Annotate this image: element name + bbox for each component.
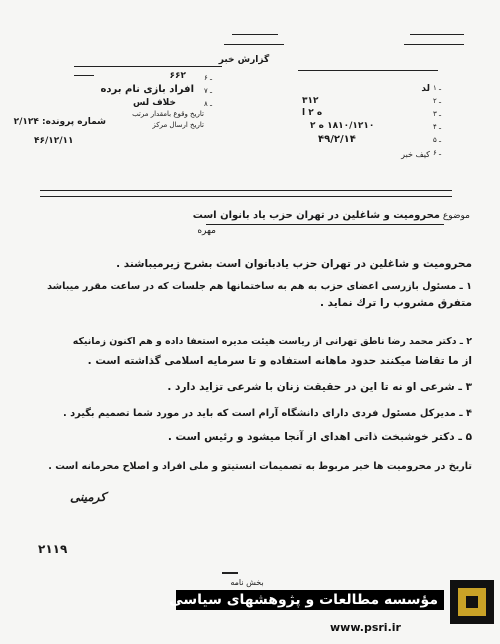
field-right-2: ه ۲ ا (302, 108, 323, 118)
field-left-4: تاریخ وقوع بامقدار مرتب (132, 110, 204, 118)
field-index: ۶ ـ (433, 149, 442, 157)
logo-glyph-icon (450, 580, 494, 624)
field-right-3: ۱۸۱۰/۱۲۱۰ ه ۲ (310, 121, 375, 131)
body-line-3: متفرق مشروب را ترك نماید . (320, 297, 472, 309)
subject-text: محرومیت و شاغلین در تهران حزب یاد بانوان است (192, 210, 440, 221)
field-index: ۴ ـ (433, 123, 442, 131)
header-rule (404, 44, 464, 45)
field-line (74, 75, 94, 76)
field-line (298, 70, 438, 71)
body-line-6: ۳ ـ شرعی او نه تا این در حقیقت زنان با شرعی تزاید دارد . (167, 381, 472, 393)
field-index: ۶ ـ (204, 74, 213, 82)
subject-underline (206, 224, 444, 225)
field-left-5: تاریخ ارسال مرکز (152, 121, 204, 129)
body-line-2: ۱ ـ مسئول بازرسی اعضای حزب به هم به ساختمانها هم جلسات که در ساعت مقرر میباشد (47, 281, 472, 292)
field-line (74, 66, 222, 67)
field-right-1: ۳۱۲ (302, 96, 319, 106)
signature: کرمینی (70, 490, 107, 504)
body-line-4: ۲ ـ دکتر محمد رضا ناطق تهرانی از ریاست هیئت مدیره استعفا داده و هم اکنون زمانیکه (72, 336, 472, 347)
file-number: شماره پرونده: ۲/۱۲۴ (13, 117, 106, 127)
date-left: ۴۶/۱۲/۱۱ (34, 136, 74, 146)
field-left-2: افراد بازی نام برده (100, 84, 194, 95)
stamp-mark (222, 572, 238, 574)
field-index: ۳ ـ (433, 110, 442, 118)
field-right-5: کیف خبر (401, 150, 430, 159)
separator-rule (40, 196, 452, 197)
field-left-1: ۶۶۲ (169, 71, 186, 81)
header-rule (224, 44, 284, 45)
document-number: ۲۱۱۹ (38, 542, 68, 556)
header-rule (232, 34, 278, 35)
body-line-9: تاریخ در محرومیت ها خبر مربوط به تصمیمات انستیتو و ملی افراد و اصلاح محرمانه است . (48, 461, 472, 472)
field-index: ۵ ـ (433, 136, 442, 144)
institute-logo-icon (450, 580, 494, 624)
field-index: ۱ ـ (433, 84, 442, 92)
body-line-7: ۴ ـ مدیرکل مسئول فردی دارای دانشگاه آرام است که باید در مورد شما تصمیم بگیرد . (62, 408, 472, 419)
field-index: ۸ ـ (204, 100, 213, 108)
field-right-label: لد (421, 84, 430, 94)
date-right: ۴۹/۲/۱۴ (318, 134, 356, 145)
report-title: گزارش خبر (218, 55, 270, 65)
separator-rule (40, 190, 452, 191)
field-index: ۷ ـ (204, 87, 213, 95)
header-rule (410, 34, 464, 35)
body-line-1: محرومیت و شاغلین در تهران حزب یادبانوان است بشرح زیرمیباشند . (116, 258, 472, 270)
field-index: ۲ ـ (433, 97, 442, 105)
watermark-url[interactable]: www.psri.ir (330, 621, 401, 634)
stamp-text: بخش نامه (230, 578, 264, 587)
watermark-org-name: مؤسسه مطالعات و پژوهشهای سیاسی (176, 590, 444, 610)
body-line-5: از ما تقاضا میکنند حدود ماهانه استفاده و تا سرمایه اسلامی گذاشته است . (87, 355, 472, 367)
field-left-3: خلاف لس (132, 98, 176, 108)
subject-label: موضوع (442, 211, 470, 221)
body-line-8: ۵ ـ دکتر خوشبخت ذاتی اهدای از آنجا میشود و رئیس است . (167, 431, 472, 443)
subject-note: مهره (197, 226, 216, 236)
